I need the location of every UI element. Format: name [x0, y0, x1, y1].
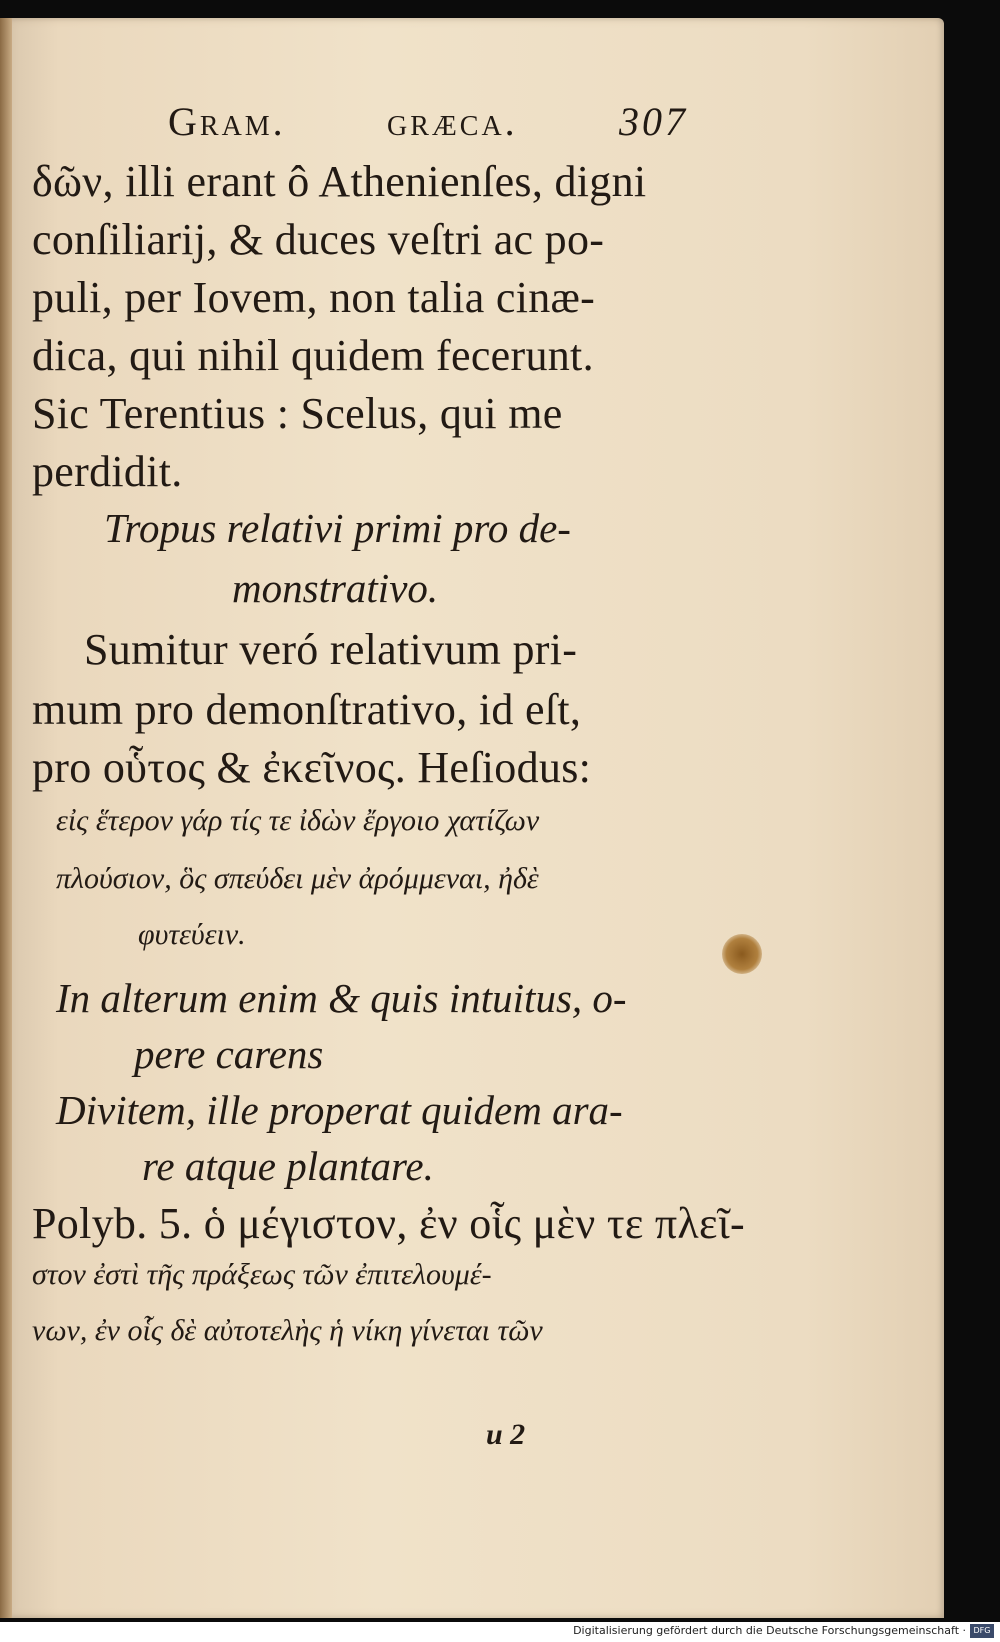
text-line: στον ἐστὶ τῆς πράξεως τῶν ἐπιτελουμέ-	[32, 1258, 492, 1291]
text-line: εἰς ἕτερον γάρ τίς τε ἰδὼν ἔργοιο χατίζων	[56, 804, 540, 837]
text-line: perdidit.	[32, 447, 183, 496]
signature-mark: u 2	[486, 1418, 526, 1451]
text-line: Polyb. 5. ὁ μέγιστον, ἐν οἷς μὲν τε πλεῖ-	[32, 1199, 745, 1248]
text-line: pere carens	[134, 1031, 324, 1077]
text-line: Sumitur veró relativum pri-	[84, 625, 578, 674]
text-line: mum pro demonſtrativo, id eſt,	[32, 685, 582, 734]
text-line: puli, per Iovem, non talia cinæ-	[32, 273, 596, 322]
header-center: græca.	[386, 99, 518, 144]
text-line: φυτεύειν.	[138, 918, 246, 951]
dfg-logo: DFG	[970, 1624, 994, 1638]
footer-bar	[0, 1622, 1000, 1642]
text-line: re atque plantare.	[142, 1143, 434, 1189]
text-line: νων, ἐν οἷς δὲ αὐτοτελὴς ἡ νίκη γίνεται τῶν	[32, 1314, 543, 1347]
footer-credit: Digitalisierung gefördert durch die Deutsche Forschungsgemeinschaft ·	[573, 1624, 966, 1637]
text-line: Tropus relativi primi pro de-	[104, 505, 571, 551]
text-line: conſiliarij, & duces veſtri ac po-	[32, 215, 605, 264]
ink-stain	[722, 934, 762, 974]
text-line: dica, qui nihil quidem fecerunt.	[32, 331, 594, 380]
running-header	[168, 98, 688, 145]
text-line: πλούσιον, ὃς σπεύδει μὲν ἀρόμμεναι, ἠδὲ	[56, 862, 539, 895]
text-line: Divitem, ille properat quidem ara-	[56, 1087, 623, 1133]
text-line: pro οὗτος & ἐκεῖνος. Heſiodus:	[32, 743, 592, 792]
text-line: monstrativo.	[232, 565, 439, 611]
header-left: Gram.	[168, 99, 286, 144]
text-line: In alterum enim & quis intuitus, o-	[56, 975, 627, 1021]
page-number: 307	[618, 99, 688, 144]
text-line: δῶν, illi erant ô Athenienſes, digni	[32, 157, 647, 206]
page-gutter	[0, 18, 12, 1618]
text-line: Sic Terentius : Scelus, qui me	[32, 389, 563, 438]
